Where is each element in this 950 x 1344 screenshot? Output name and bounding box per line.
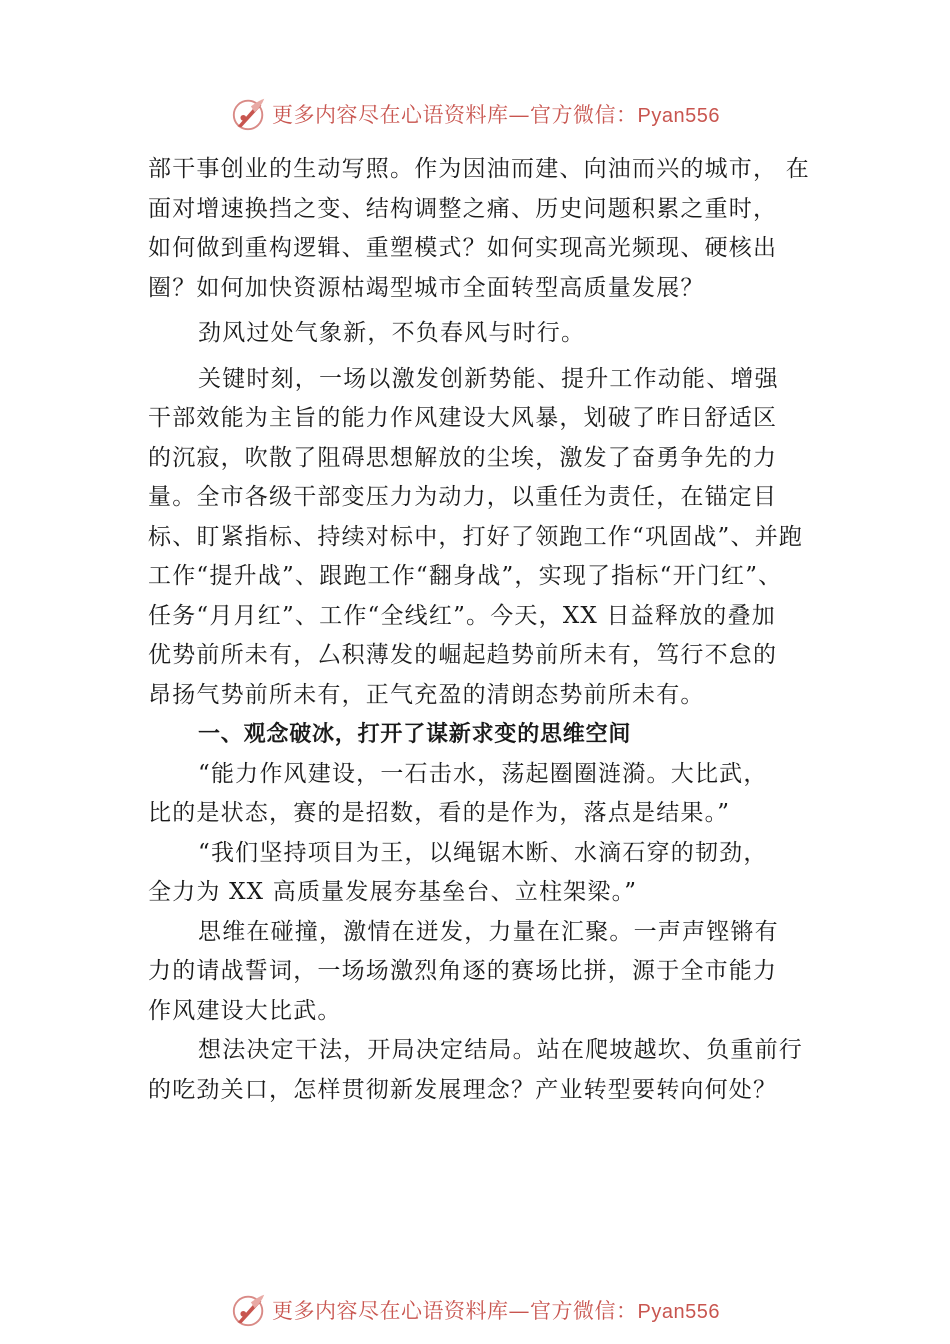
text-line: 的沉寂，吹散了阻碍思想解放的尘埃，激发了奋勇争先的力 xyxy=(148,444,778,471)
text-line: 干部效能为主旨的能力作风建设大风暴，划破了昨日舒适区 xyxy=(148,405,778,431)
text-line: “我们坚持项目为王，以绳锯木断、水滴石穿的韧劲， xyxy=(198,839,768,866)
paragraph-6 xyxy=(148,913,838,1032)
quill-logo-icon xyxy=(230,95,268,133)
paragraph-7 xyxy=(148,1031,838,1110)
text-line: 工作“提升战”、跟跑工作“翻身战”，实现了指标“开门红”、 xyxy=(148,563,783,589)
text-line: 任务“月月红”、工作“全线红”。今天，XX 日益释放的叠加 xyxy=(148,602,776,629)
header-watermark xyxy=(0,94,950,134)
text-line: 优势前所未有，厶积薄发的崛起趋势前所未有，笃行不怠的 xyxy=(148,642,778,668)
watermark-text: 更多内容尽在心语资料库—官方微信： xyxy=(272,1299,638,1323)
paragraph-4 xyxy=(148,755,838,834)
text-line: 比的是状态，赛的是招数，看的是作为，落点是结果。” xyxy=(148,800,731,826)
paragraph-5 xyxy=(148,834,838,913)
text-line: 圈？如何加快资源枯竭型城市全面转型高质量发展？ xyxy=(148,274,705,301)
text-line: 昂扬气势前所未有，正气充盈的清朗态势前所未有。 xyxy=(148,681,705,708)
text-line: 力的请战誓词，一场场激烈角逐的赛场比拼，源于全市能力 xyxy=(148,958,778,984)
heading-text: 一、观念破冰，打开了谋新求变的思维空间 xyxy=(198,722,632,747)
text-line: 关键时刻，一场以激发创新势能、提升工作动能、增强 xyxy=(198,365,779,392)
text-line: 的吃劲关口，怎样贯彻新发展理念？产业转型要转向何处？ xyxy=(148,1076,778,1103)
text-line: 劲风过处气象新，不负春风与时行。 xyxy=(198,320,586,346)
quill-logo-icon xyxy=(230,1291,268,1329)
text-line: 面对增速换挡之变、结构调整之痛、历史问题积累之重时， xyxy=(148,195,778,222)
watermark-text: 更多内容尽在心语资料库—官方微信： xyxy=(272,103,638,127)
wechat-id: Pyan556 xyxy=(637,105,720,127)
text-line: 思维在碰撞，激情在迸发，力量在汇聚。一声声铿锵有 xyxy=(198,918,779,945)
text-line: 全力为 XX 高质量发展夯基垒台、立柱架梁。” xyxy=(148,879,638,905)
paragraph-1 xyxy=(148,150,838,308)
paragraph-2 xyxy=(148,314,838,354)
wechat-id: Pyan556 xyxy=(637,1301,720,1323)
text-line: “能力作风建设，一石击水，荡起圈圈涟漪。大比武， xyxy=(198,760,768,787)
text-line: 作风建设大比武。 xyxy=(148,997,342,1024)
paragraph-3 xyxy=(148,360,838,716)
footer-watermark xyxy=(0,1290,950,1330)
text-line: 如何做到重构逻辑、重塑模式？如何实现高光频现、硬核出 xyxy=(148,235,778,261)
text-line: 部干事创业的生动写照。作为因油而建、向油而兴的城市， 在 xyxy=(148,156,810,182)
document-body xyxy=(148,150,838,1110)
text-line: 量。全市各级干部变压力为动力，以重任为责任，在锚定目 xyxy=(148,484,778,510)
section-heading xyxy=(148,715,838,755)
text-line: 标、盯紧指标、持续对标中，打好了领跑工作“巩固战”、并跑 xyxy=(148,523,804,550)
text-line: 想法决定干法，开局决定结局。站在爬坡越坎、负重前行 xyxy=(198,1037,803,1063)
